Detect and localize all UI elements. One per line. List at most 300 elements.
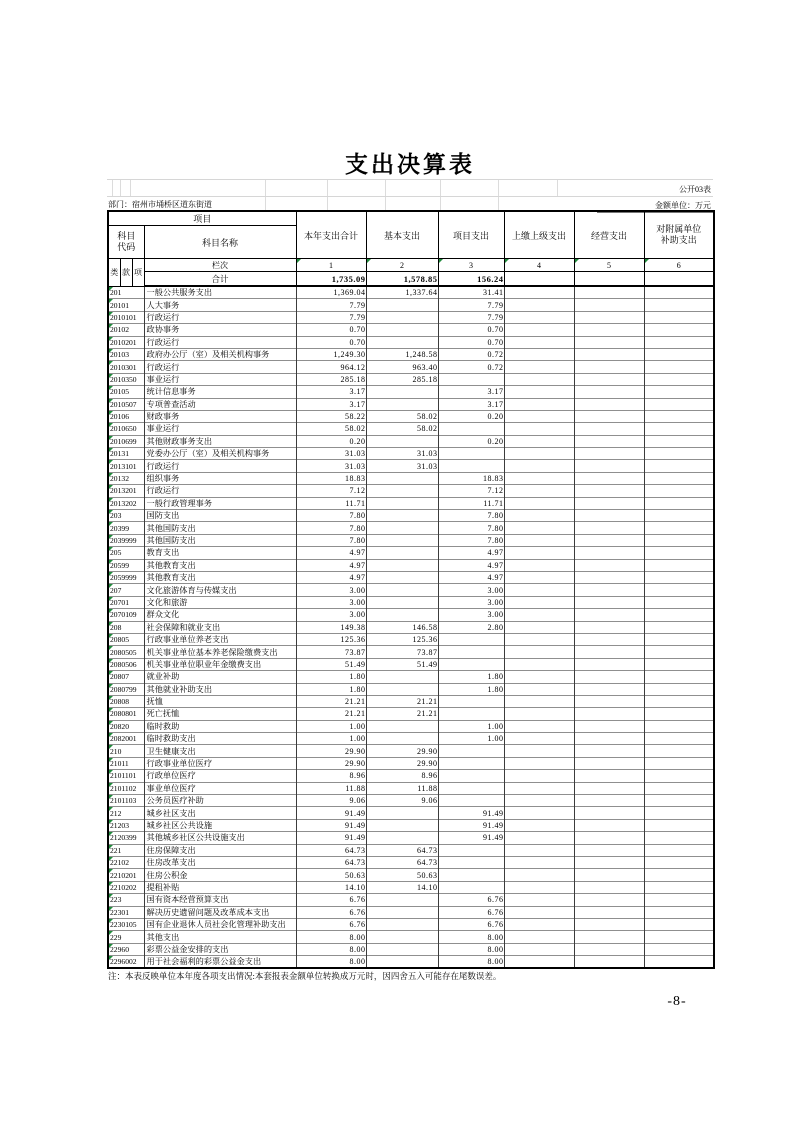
table-row xyxy=(108,671,714,683)
value-cell xyxy=(574,844,644,856)
value-cell: 9.06 xyxy=(366,795,438,807)
value-cell: 125.36 xyxy=(366,633,438,645)
subject-name-cell: 其他财政事务支出 xyxy=(144,435,296,447)
table-row xyxy=(108,695,714,707)
value-cell: 6.76 xyxy=(296,894,366,906)
value-cell: 11.71 xyxy=(296,497,366,509)
value-cell: 91.49 xyxy=(438,807,504,819)
value-cell: 64.73 xyxy=(366,844,438,856)
subject-name-cell: 就业补助 xyxy=(144,671,296,683)
value-cell: 91.49 xyxy=(438,819,504,831)
table-row xyxy=(108,361,714,373)
table-row xyxy=(108,324,714,336)
total-row-label: 合计 xyxy=(144,272,296,287)
value-cell: 3.17 xyxy=(296,398,366,410)
value-cell xyxy=(504,472,574,484)
subject-name-cell: 一般公共服务支出 xyxy=(144,286,296,299)
value-cell xyxy=(644,361,714,373)
value-cell: 9.06 xyxy=(296,795,366,807)
value-cell xyxy=(504,782,574,794)
subject-name-cell: 事业单位医疗 xyxy=(144,782,296,794)
value-cell: 73.87 xyxy=(296,646,366,658)
value-cell xyxy=(504,386,574,398)
subject-code-cell: 2059999 xyxy=(108,571,144,583)
subject-code-cell: 2101102 xyxy=(108,782,144,794)
subject-name-cell: 行政运行 xyxy=(144,311,296,323)
value-cell xyxy=(574,633,644,645)
value-cell xyxy=(574,485,644,497)
subject-name-cell: 公务员医疗补助 xyxy=(144,795,296,807)
table-row xyxy=(108,348,714,360)
value-cell: 73.87 xyxy=(366,646,438,658)
value-cell: 4.97 xyxy=(438,559,504,571)
value-cell xyxy=(366,547,438,559)
value-cell: 1.00 xyxy=(438,720,504,732)
value-cell: 7.80 xyxy=(438,522,504,534)
value-cell xyxy=(574,547,644,559)
value-cell: 18.83 xyxy=(296,472,366,484)
value-cell: 31.03 xyxy=(296,460,366,472)
subject-name-cell: 文化和旅游 xyxy=(144,596,296,608)
table-row xyxy=(108,733,714,745)
subject-name-cell: 城乡社区支出 xyxy=(144,807,296,819)
value-cell xyxy=(574,596,644,608)
value-cell: 0.70 xyxy=(296,336,366,348)
value-cell: 7.79 xyxy=(438,311,504,323)
value-cell xyxy=(644,795,714,807)
subject-name-cell: 其他国防支出 xyxy=(144,522,296,534)
value-cell xyxy=(644,819,714,831)
subject-name-cell: 住房改革支出 xyxy=(144,856,296,868)
value-cell xyxy=(366,522,438,534)
value-cell xyxy=(504,497,574,509)
value-cell xyxy=(574,286,644,299)
value-cell: 21.21 xyxy=(296,695,366,707)
grid-line xyxy=(120,180,121,196)
value-cell xyxy=(366,299,438,311)
value-cell xyxy=(574,435,644,447)
value-cell xyxy=(574,894,644,906)
value-cell: 3.00 xyxy=(438,596,504,608)
table-row xyxy=(108,522,714,534)
value-cell xyxy=(504,943,574,955)
subject-code-cell: 2039999 xyxy=(108,534,144,546)
table-row xyxy=(108,856,714,868)
value-cell xyxy=(644,510,714,522)
value-cell xyxy=(574,336,644,348)
value-cell xyxy=(574,534,644,546)
value-cell xyxy=(366,510,438,522)
table-header xyxy=(108,211,714,286)
grid-line xyxy=(327,180,328,196)
grid-line xyxy=(130,180,131,196)
value-cell: 7.79 xyxy=(438,299,504,311)
value-cell: 58.02 xyxy=(366,423,438,435)
value-cell xyxy=(574,510,644,522)
value-cell xyxy=(574,869,644,881)
value-cell xyxy=(574,782,644,794)
value-cell xyxy=(644,460,714,472)
grid-line xyxy=(385,180,386,196)
table-row xyxy=(108,423,714,435)
subject-code-cell: 2080506 xyxy=(108,658,144,670)
subject-code-cell: 205 xyxy=(108,547,144,559)
value-cell: 0.70 xyxy=(438,324,504,336)
value-cell xyxy=(574,658,644,670)
value-cell xyxy=(438,423,504,435)
table-row xyxy=(108,720,714,732)
value-cell xyxy=(504,869,574,881)
subject-name-cell: 城乡社区公共设施 xyxy=(144,819,296,831)
value-cell xyxy=(644,770,714,782)
value-cell: 58.02 xyxy=(366,410,438,422)
value-cell xyxy=(644,918,714,930)
value-cell xyxy=(644,559,714,571)
subject-name-cell: 临时救助支出 xyxy=(144,733,296,745)
subject-name-cell: 统计信息事务 xyxy=(144,386,296,398)
table-row xyxy=(108,596,714,608)
value-cell: 149.38 xyxy=(296,621,366,633)
value-cell xyxy=(504,460,574,472)
value-cell xyxy=(644,708,714,720)
expenditure-table xyxy=(107,210,715,969)
value-cell xyxy=(574,348,644,360)
subject-name-cell: 行政单位医疗 xyxy=(144,770,296,782)
value-cell xyxy=(644,386,714,398)
grid-line xyxy=(265,180,266,196)
table-row xyxy=(108,485,714,497)
value-cell xyxy=(366,609,438,621)
value-cell xyxy=(504,299,574,311)
subject-code-cell: 2010101 xyxy=(108,311,144,323)
table-row xyxy=(108,918,714,930)
value-cell xyxy=(366,832,438,844)
value-cell xyxy=(574,584,644,596)
value-cell: 125.36 xyxy=(296,633,366,645)
subject-code-cell: 2010650 xyxy=(108,423,144,435)
value-cell xyxy=(574,522,644,534)
total-value-cell: 1,578.85 xyxy=(366,272,438,287)
value-cell: 0.70 xyxy=(438,336,504,348)
header-col-operating-expenditure: 经营支出 xyxy=(574,211,644,259)
value-cell xyxy=(574,795,644,807)
table-row xyxy=(108,807,714,819)
value-cell: 7.12 xyxy=(438,485,504,497)
value-cell: 8.96 xyxy=(296,770,366,782)
value-cell xyxy=(438,770,504,782)
value-cell xyxy=(438,373,504,385)
value-cell xyxy=(574,695,644,707)
subject-code-cell: 20131 xyxy=(108,448,144,460)
value-cell xyxy=(366,324,438,336)
subject-code-cell: 229 xyxy=(108,931,144,943)
value-cell xyxy=(644,695,714,707)
value-cell: 6.76 xyxy=(296,906,366,918)
table-row xyxy=(108,881,714,893)
value-cell xyxy=(574,708,644,720)
value-cell: 7.80 xyxy=(296,534,366,546)
value-cell: 3.17 xyxy=(296,386,366,398)
subject-code-cell: 22102 xyxy=(108,856,144,868)
value-cell: 1.80 xyxy=(438,683,504,695)
subject-name-cell: 提租补贴 xyxy=(144,881,296,893)
value-cell xyxy=(644,311,714,323)
subject-code-cell: 2010350 xyxy=(108,373,144,385)
subject-code-cell: 2101101 xyxy=(108,770,144,782)
value-cell: 11.71 xyxy=(438,497,504,509)
subject-name-cell: 行政运行 xyxy=(144,336,296,348)
subject-name-cell: 死亡抚恤 xyxy=(144,708,296,720)
subject-code-cell: 22301 xyxy=(108,906,144,918)
value-cell: 7.12 xyxy=(296,485,366,497)
total-value-cell: 1,735.09 xyxy=(296,272,366,287)
grid-line xyxy=(557,180,558,196)
value-cell xyxy=(438,448,504,460)
table-row xyxy=(108,336,714,348)
table-row xyxy=(108,795,714,807)
subject-name-cell: 住房保障支出 xyxy=(144,844,296,856)
value-cell: 31.03 xyxy=(296,448,366,460)
value-cell: 31.41 xyxy=(438,286,504,299)
subject-code-cell: 2013101 xyxy=(108,460,144,472)
table-row xyxy=(108,757,714,769)
table-row xyxy=(108,534,714,546)
value-cell xyxy=(644,336,714,348)
value-cell: 8.00 xyxy=(438,943,504,955)
header-col-subsidy-to-affiliates: 对附属单位补助支出 xyxy=(644,211,714,259)
value-cell xyxy=(504,361,574,373)
subject-code-cell: 203 xyxy=(108,510,144,522)
subject-code-cell: 2080801 xyxy=(108,708,144,720)
subject-name-cell: 其他教育支出 xyxy=(144,559,296,571)
value-cell: 64.73 xyxy=(296,856,366,868)
value-cell xyxy=(366,956,438,969)
table-row xyxy=(108,410,714,422)
value-cell: 7.80 xyxy=(296,510,366,522)
value-cell: 18.83 xyxy=(438,472,504,484)
subject-code-cell: 221 xyxy=(108,844,144,856)
value-cell: 146.58 xyxy=(366,621,438,633)
value-cell xyxy=(504,423,574,435)
subject-code-cell: 2296002 xyxy=(108,956,144,969)
table-row xyxy=(108,658,714,670)
header-project: 项目 xyxy=(108,211,296,226)
value-cell: 0.72 xyxy=(438,348,504,360)
value-cell: 3.00 xyxy=(296,584,366,596)
subject-name-cell: 住房公积金 xyxy=(144,869,296,881)
subject-code-cell: 2210201 xyxy=(108,869,144,881)
subject-code-cell: 20805 xyxy=(108,633,144,645)
value-cell: 4.97 xyxy=(438,571,504,583)
value-cell xyxy=(574,770,644,782)
value-cell xyxy=(504,757,574,769)
value-cell xyxy=(644,596,714,608)
value-cell: 8.96 xyxy=(366,770,438,782)
value-cell xyxy=(644,745,714,757)
value-cell xyxy=(574,398,644,410)
value-cell xyxy=(504,844,574,856)
subject-code-cell: 20399 xyxy=(108,522,144,534)
value-cell xyxy=(438,869,504,881)
value-cell xyxy=(504,510,574,522)
subject-code-cell: 2010201 xyxy=(108,336,144,348)
value-cell: 0.20 xyxy=(296,435,366,447)
subject-name-cell: 行政事业单位医疗 xyxy=(144,757,296,769)
value-cell: 50.63 xyxy=(366,869,438,881)
value-cell xyxy=(574,646,644,658)
value-cell: 64.73 xyxy=(296,844,366,856)
value-cell xyxy=(644,398,714,410)
value-cell: 1.00 xyxy=(296,720,366,732)
value-cell: 6.76 xyxy=(438,906,504,918)
amount-unit-label: 金额单位：万元 xyxy=(597,200,713,213)
value-cell: 91.49 xyxy=(438,832,504,844)
subject-code-cell: 2013201 xyxy=(108,485,144,497)
subject-name-cell: 行政运行 xyxy=(144,460,296,472)
value-cell: 8.00 xyxy=(438,956,504,969)
table-row xyxy=(108,633,714,645)
subject-code-cell: 210 xyxy=(108,745,144,757)
value-cell xyxy=(574,856,644,868)
value-cell xyxy=(366,931,438,943)
value-cell xyxy=(366,596,438,608)
value-cell: 21.21 xyxy=(366,695,438,707)
value-cell xyxy=(574,571,644,583)
subject-code-cell: 2230105 xyxy=(108,918,144,930)
value-cell xyxy=(644,423,714,435)
subject-code-cell: 20808 xyxy=(108,695,144,707)
value-cell xyxy=(644,683,714,695)
subject-code-cell: 20132 xyxy=(108,472,144,484)
subject-code-cell: 20105 xyxy=(108,386,144,398)
value-cell xyxy=(366,386,438,398)
value-cell xyxy=(504,745,574,757)
value-cell xyxy=(644,782,714,794)
value-cell xyxy=(504,881,574,893)
value-cell xyxy=(644,286,714,299)
value-cell xyxy=(574,361,644,373)
subject-code-cell: 223 xyxy=(108,894,144,906)
subject-name-cell: 财政事务 xyxy=(144,410,296,422)
table-row xyxy=(108,398,714,410)
department-label: 部门：宿州市埇桥区道东街道 xyxy=(108,200,212,209)
table-row xyxy=(108,286,714,299)
value-cell: 29.90 xyxy=(366,757,438,769)
value-cell: 29.90 xyxy=(296,745,366,757)
value-cell xyxy=(438,795,504,807)
value-cell xyxy=(644,720,714,732)
value-cell: 8.00 xyxy=(296,931,366,943)
value-cell xyxy=(644,956,714,969)
value-cell: 51.49 xyxy=(296,658,366,670)
value-cell xyxy=(366,671,438,683)
meta-strip xyxy=(107,179,713,211)
value-cell: 31.03 xyxy=(366,460,438,472)
subject-code-cell: 2080505 xyxy=(108,646,144,658)
value-cell xyxy=(504,658,574,670)
value-cell xyxy=(574,683,644,695)
value-cell xyxy=(644,856,714,868)
subject-name-cell: 政府办公厅（室）及相关机构事务 xyxy=(144,348,296,360)
subject-name-cell: 组织事务 xyxy=(144,472,296,484)
column-number: 2 xyxy=(366,259,438,272)
value-cell xyxy=(574,832,644,844)
subject-name-cell: 教育支出 xyxy=(144,547,296,559)
subject-code-cell: 21203 xyxy=(108,819,144,831)
grid-line xyxy=(440,180,441,196)
subject-code-cell: 2010699 xyxy=(108,435,144,447)
value-cell xyxy=(644,671,714,683)
subject-name-cell: 用于社会福利的彩票公益金支出 xyxy=(144,956,296,969)
value-cell xyxy=(366,398,438,410)
subject-code-cell: 201 xyxy=(108,286,144,299)
value-cell xyxy=(574,497,644,509)
value-cell xyxy=(504,770,574,782)
subject-name-cell: 解决历史遗留问题及改革成本支出 xyxy=(144,906,296,918)
subject-name-cell: 国有企业退休人员社会化管理补助支出 xyxy=(144,918,296,930)
value-cell xyxy=(504,336,574,348)
subject-name-cell: 政协事务 xyxy=(144,324,296,336)
value-cell xyxy=(504,708,574,720)
value-cell xyxy=(504,807,574,819)
subject-name-cell: 社会保障和就业支出 xyxy=(144,621,296,633)
subject-name-cell: 事业运行 xyxy=(144,373,296,385)
value-cell xyxy=(366,472,438,484)
grid-line xyxy=(498,180,499,196)
value-cell xyxy=(504,534,574,546)
value-cell: 64.73 xyxy=(366,856,438,868)
value-cell xyxy=(574,956,644,969)
subject-name-cell: 行政事业单位养老支出 xyxy=(144,633,296,645)
value-cell: 2.80 xyxy=(438,621,504,633)
value-cell xyxy=(504,683,574,695)
value-cell: 58.22 xyxy=(296,410,366,422)
value-cell xyxy=(366,733,438,745)
subject-name-cell: 其他城乡社区公共设施支出 xyxy=(144,832,296,844)
value-cell: 4.97 xyxy=(296,571,366,583)
table-row xyxy=(108,311,714,323)
value-cell xyxy=(504,621,574,633)
value-cell xyxy=(504,856,574,868)
table-row xyxy=(108,745,714,757)
value-cell: 1,248.58 xyxy=(366,348,438,360)
value-cell xyxy=(644,485,714,497)
table-row xyxy=(108,584,714,596)
value-cell xyxy=(644,757,714,769)
value-cell xyxy=(504,584,574,596)
value-cell xyxy=(504,733,574,745)
value-cell xyxy=(438,633,504,645)
header-col-upward-payment: 上缴上级支出 xyxy=(504,211,574,259)
value-cell: 51.49 xyxy=(366,658,438,670)
value-cell xyxy=(644,534,714,546)
value-cell xyxy=(504,398,574,410)
subject-code-cell: 207 xyxy=(108,584,144,596)
total-value-cell xyxy=(644,272,714,287)
value-cell xyxy=(644,522,714,534)
grid-line xyxy=(112,180,113,196)
value-cell xyxy=(504,324,574,336)
value-cell: 0.20 xyxy=(438,410,504,422)
value-cell xyxy=(504,695,574,707)
subject-code-cell: 2010301 xyxy=(108,361,144,373)
value-cell xyxy=(644,497,714,509)
table-row xyxy=(108,943,714,955)
value-cell: 285.18 xyxy=(296,373,366,385)
value-cell xyxy=(366,720,438,732)
table-row xyxy=(108,869,714,881)
table-row xyxy=(108,435,714,447)
